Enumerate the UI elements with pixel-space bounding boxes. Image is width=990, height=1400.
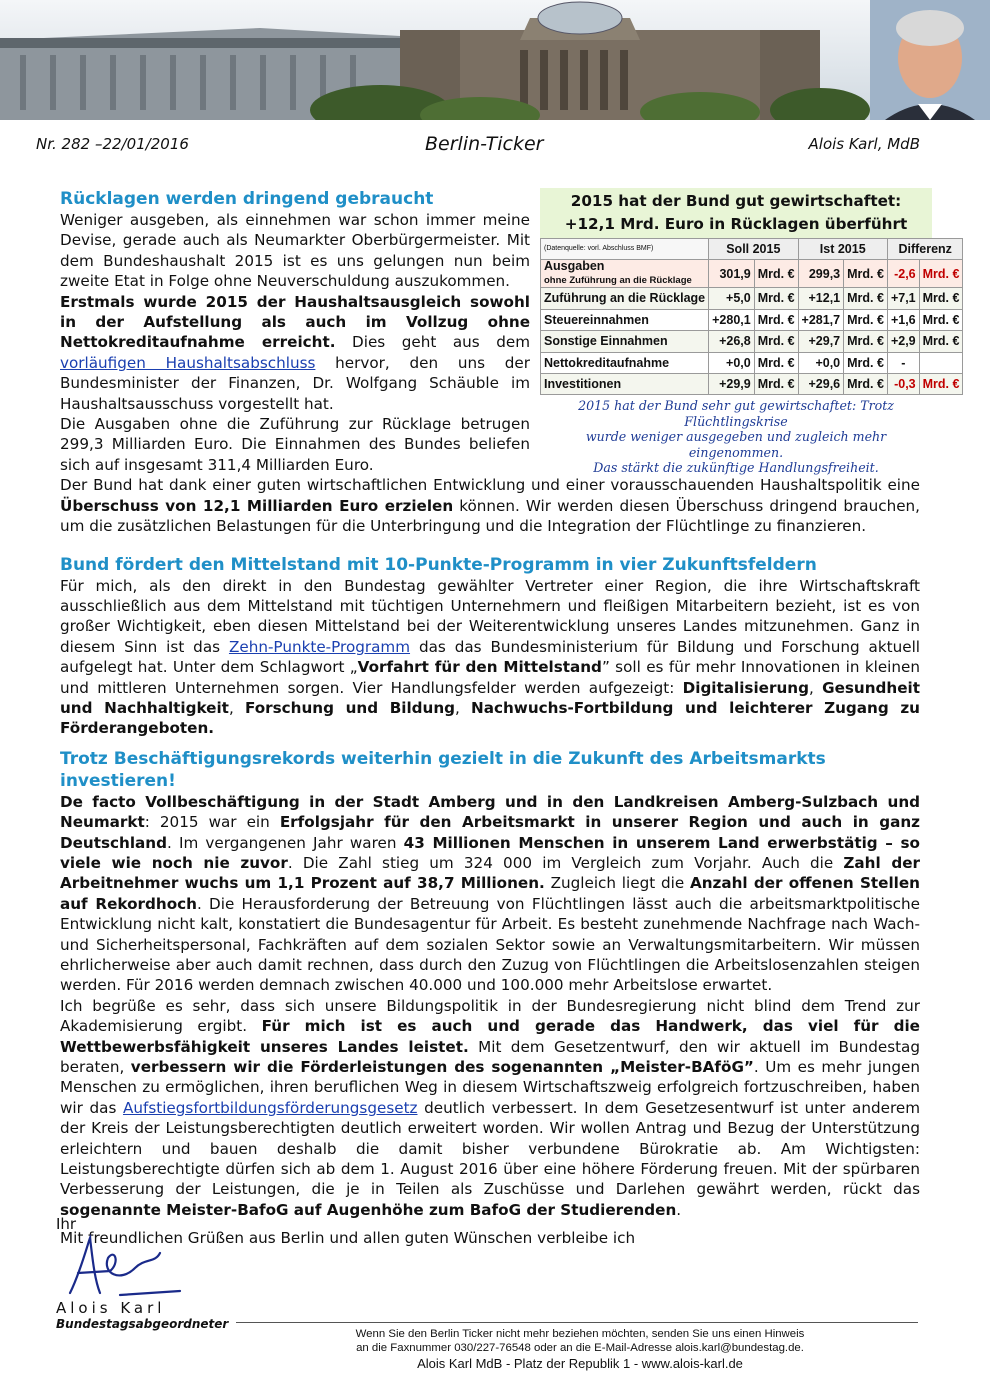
title-part-1: Berlin (425, 133, 481, 155)
newsletter-title: Berlin-Ticker (425, 133, 544, 155)
bold-fragment: De facto Vollbeschäftigung in der Stadt Amberg und in den Landkreisen Amberg-Sulzbach und Neumarkt (60, 792, 920, 832)
caption-line-1: 2015 hat der Bund sehr gut gewirtschaftet: Trotz Flüchtlingskrise (578, 398, 894, 429)
reserves-paragraph-3: Die Ausgaben ohne die Zuführung zur Rücklage betrugen 299,3 Milliarden Euro. Die Einnahmen des Bundes beliefen sich auf insgesamt 311,4 Milliarden Euro. (60, 415, 530, 474)
row-label-text: Steuereinnahmen (544, 312, 649, 327)
diff-value: +1,6 (887, 309, 919, 330)
ten-point-program-link[interactable]: Zehn-Punkte-Programm (228, 637, 411, 656)
bold-fragment: Nachwuchs-Fortbildung und leichterer Zugang zu Förderangeboten. (60, 698, 920, 738)
diff-value: -2,6 (887, 260, 919, 288)
text-fragment: ” soll es für mehr Innovationen in kleinen und mittleren Unternehmen sorgen. Vier Handlungsfelder werden aufgezeigt: (60, 658, 920, 697)
text-fragment: können. Wir werden diesen Überschuss dringend brauchen, um die zusätzlichen Belastungen für die Unterbringung und die Integration der Flüchtlinge zu finanzieren. (60, 496, 920, 536)
ist-value: +29,7 (798, 331, 844, 352)
text-fragment: : 2015 war ein (144, 813, 280, 832)
footer-line-3: Alois Karl MdB - Platz der Republik 1 - www.alois-karl.de (417, 1356, 743, 1371)
ist-unit: Mrd. € (844, 309, 888, 330)
bold-fragment: Zahl der Arbeitnehmer wuchs um 1,1 Prozent auf 38,7 Millionen. (60, 853, 920, 893)
bold-fragment: sogenannte Meister-BafoG auf Augenhöhe zum BafoG der Studierenden (60, 1200, 677, 1219)
text-fragment: . Die Zahl stieg um 324 000 im Vergleich zum Vorjahr. Auch die (287, 853, 844, 872)
soll-unit: Mrd. € (754, 374, 798, 395)
caption-line-2: wurde weniger ausgegeben und zugleich mehr eingenommen. (585, 429, 887, 460)
ist-value: +0,0 (798, 352, 844, 373)
budget-table-row (541, 260, 963, 288)
diff-value: - (887, 352, 919, 373)
bold-fragment: Für mich ist es auch und gerade das Handwerk, das viel für die Wettbewerbsfähigkeit unseres Landes leistet. (60, 1017, 920, 1056)
text-fragment: deutlich verbessert. In dem Gesetzesentwurf ist unter anderem der Kreis der Leistungsberechtigten deutlich erweitert worden. Wir wollen Antrag und Bezug der Unterstützung erleichtern und bauen deshalb die damit bisher verbundene Bürokratie ab. Am Wichtigsten: Leistungsberechtigte dürfen sich ab dem 1. August 2016 über eine höhere Förderung freuen. Mit der spürbaren Verbesserung der Leistungen, die je in Teilen als Zuschüsse und Darlehen gewährt werden, rückt das (60, 1098, 921, 1199)
text-fragment: hervor, den uns der Bundesminister der Finanzen, Dr. Wolfgang Schäuble im Haushaltsausschuss vorgestellt hat. (60, 353, 530, 413)
bold-fragment: Vorfahrt für den Mittelstand (357, 658, 602, 677)
ist-value: +12,1 (798, 288, 844, 309)
text-fragment: . (676, 1200, 682, 1219)
diff-value: +2,9 (887, 331, 919, 352)
closing-greeting: Mit freundlichen Grüßen aus Berlin und allen guten Wünschen verbleibe ich (60, 1229, 636, 1248)
ist-unit: Mrd. € (844, 352, 888, 373)
diff-unit (919, 352, 963, 373)
text-fragment: Dies geht aus dem (335, 333, 531, 352)
row-label-text: Nettokreditaufnahme (544, 355, 670, 370)
text-fragment: Der Bund hat dank einer guten wirtschaftlichen Entwicklung und einer vorausschauenden Haushaltspolitik eine (60, 476, 920, 495)
header-banner (0, 0, 990, 120)
row-label-text: Ausgaben (544, 259, 605, 274)
row-label (541, 288, 709, 309)
bold-fragment: Anzahl der offenen Stellen auf Rekordhoch (60, 874, 920, 913)
diff-value: +7,1 (887, 288, 919, 309)
diff-unit: Mrd. € (919, 374, 963, 395)
soll-unit: Mrd. € (754, 352, 798, 373)
text-fragment: . Im vergangenen Jahr waren (166, 833, 404, 852)
budget-closing-link[interactable]: vorläufigen Haushaltsabschluss (60, 353, 316, 372)
reserves-paragraph-2 (60, 292, 530, 414)
ist-value: 299,3 (798, 260, 844, 288)
col-header-diff: Differenz (887, 239, 963, 260)
soll-value: +29,9 (709, 374, 755, 395)
issue-number: Nr. 282 –22/01/2016 (36, 135, 189, 153)
soll-value: +26,8 (709, 331, 755, 352)
table-source-note: (Datenquelle: vorl. Abschluss BMF) (541, 239, 709, 260)
budget-table-body (541, 260, 963, 395)
ist-unit: Mrd. € (844, 374, 888, 395)
soll-unit: Mrd. € (754, 260, 798, 288)
text-fragment: , (808, 678, 823, 697)
row-label (541, 331, 709, 352)
budget-table-row (541, 309, 963, 330)
closing-ihr: Ihr (56, 1215, 77, 1233)
section-heading-mittelstand: Bund fördert den Mittelstand mit 10-Punkte-Programm in vier Zukunftsfeldern (60, 554, 817, 575)
table-title-line-2: +12,1 Mrd. Euro in Rücklagen überführt (564, 215, 908, 233)
footer (0, 1322, 920, 1372)
afbg-law-link[interactable]: Aufstiegsfortbildungsförderungsgesetz (122, 1098, 418, 1117)
section-heading-reserves: Rücklagen werden dringend gebraucht (60, 189, 434, 209)
reserves-bold-statement: Erstmals wurde 2015 der Haushaltsausgleich sowohl in der Aufstellung als auch im Vollzug ohne Nettokreditaufnahme erreicht. (60, 292, 530, 352)
section-reserves-left-column (60, 188, 530, 475)
soll-value: +280,1 (709, 309, 755, 330)
footer-line-2: an die Faxnummer 030/227-76548 oder an die E-Mail-Adresse alois.karl@bundestag.de. (356, 1342, 804, 1354)
budget-table (540, 238, 963, 395)
text-fragment: Mit dem Gesetzentwurf, den wir aktuell im Bundestag beraten, (60, 1037, 921, 1077)
budget-table-row (541, 352, 963, 373)
budget-table-box (540, 188, 960, 476)
section-reserves (60, 188, 960, 476)
author-name: Alois Karl, MdB (808, 135, 920, 153)
soll-unit: Mrd. € (754, 331, 798, 352)
diff-value: -0,3 (887, 374, 919, 395)
soll-unit: Mrd. € (754, 309, 798, 330)
reichstag-banner-image (0, 0, 990, 120)
arbeitsmarkt-paragraph-1 (60, 792, 920, 996)
budget-table-row (541, 288, 963, 309)
diff-unit: Mrd. € (919, 260, 963, 288)
caption-line-3: Das stärkt die zukünftige Handlungsfreiheit. (593, 460, 879, 476)
ist-value: +281,7 (798, 309, 844, 330)
col-header-ist: Ist 2015 (798, 239, 887, 260)
text-fragment: das das Bundesministerium für Bildung und Forschung aktuell aufgelegt hat. Unter dem Schlagwort „ (60, 637, 921, 677)
row-label (541, 260, 709, 288)
ist-value: +29,6 (798, 374, 844, 395)
budget-table-row (541, 331, 963, 352)
title-part-2: Ticker (485, 133, 544, 155)
section-heading-arbeitsmarkt: Trotz Beschäftigungsrekords weiterhin gezielt in die Zukunft des Arbeitsmarkts investieren! (60, 748, 826, 791)
signature-block (56, 1215, 356, 1331)
row-label (541, 374, 709, 395)
soll-value: 301,9 (709, 260, 755, 288)
text-fragment: . Um es mehr jungen Menschen zu ermöglichen, ihren beruflichen Weg in diesem Wirtschaftszweig erfolgreich fortzuschreiben, haben wir das (60, 1058, 920, 1117)
bold-fragment: Forschung und Bildung (244, 698, 456, 717)
bold-fragment: Erfolgsjahr für den Arbeitsmarkt in unserer Region und auch in ganz Deutschland (60, 813, 920, 852)
row-label-subtext: ohne Zuführung an die Rücklage (544, 275, 692, 287)
ist-unit: Mrd. € (844, 331, 888, 352)
article-body (60, 188, 960, 1249)
handwritten-signature (60, 1233, 200, 1303)
ist-unit: Mrd. € (844, 288, 888, 309)
row-label (541, 352, 709, 373)
table-caption (540, 398, 932, 476)
col-header-soll: Soll 2015 (709, 239, 798, 260)
bold-fragment: Gesundheit und Nachhaltigkeit (60, 678, 920, 717)
text-fragment: , (228, 698, 245, 717)
budget-table-row (541, 374, 963, 395)
table-title-line-1: 2015 hat der Bund gut gewirtschaftet: (570, 192, 902, 210)
soll-unit: Mrd. € (754, 288, 798, 309)
reserves-paragraph-4 (60, 475, 920, 536)
table-header-row (541, 239, 963, 260)
diff-unit: Mrd. € (919, 309, 963, 330)
diff-unit: Mrd. € (919, 331, 963, 352)
diff-unit: Mrd. € (919, 288, 963, 309)
bold-fragment: verbessern wir die Förderleistungen des sogenannten „Meister-BAföG” (130, 1058, 754, 1077)
row-label-text: Sonstige Einnahmen (544, 334, 668, 349)
arbeitsmarkt-paragraph-2 (60, 996, 920, 1220)
text-fragment: Ich begrüße es sehr, dass sich unsere Bildungspolitik in der Bundesregierung nicht blind dem Trend zur Akademisierung ergibt. (60, 996, 920, 1036)
row-label-text: Zuführung an die Rücklage (544, 291, 706, 306)
mittelstand-paragraph (60, 576, 920, 739)
bold-fragment: 43 Millionen Menschen in unserem Land erwerbstätig – so viele wie noch nie zuvor (60, 833, 920, 872)
text-fragment: . Die Herausforderung der Betreuung von Flüchtlingen lässt auch die arbeitsmarktpolitische Entwicklung nicht kalt, konstatiert die Bundesagentur für Arbeit. Es besteht zunehmende Nachfrage nach Wach- und Sicherheitspersonal, Fachkräften auf dem sozialen Sektor sowie an Verwaltungsmitarbeitern. Wir müssen ehrlicherweise aber auch damit rechnen, dass durch den Zuzug von Flüchtlingen die Arbeitslosenzahlen steigen werden. Für 2016 werden demnach zwischen 40.000 und 100.000 mehr Arbeitslose erwartet. (60, 894, 920, 995)
text-fragment: Für mich, als den direkt in den Bundestag gewählter Vertreter einer Region, die ihre Wirtschaftskraft ausschließlich aus dem Mittelstand mit tüchtigen Unternehmern und fleißigen Mitarbeitern bezieht, ist es von großer Wichtigkeit, eben diesen Mittelstand bei der Weiterentwicklung unseres Landes mitzunehmen. Ganz in diesem Sinn ist das (60, 576, 920, 656)
newsletter-meta-row (0, 133, 990, 157)
soll-value: +0,0 (709, 352, 755, 373)
surplus-bold: Überschuss von 12,1 Milliarden Euro erzielen (60, 496, 454, 515)
budget-table-title (540, 188, 932, 238)
text-fragment: Zugleich liegt die (544, 874, 690, 893)
signatory-role: Bundestagsabgeordneter (56, 1317, 229, 1331)
ist-unit: Mrd. € (844, 260, 888, 288)
row-label (541, 309, 709, 330)
soll-value: +5,0 (709, 288, 755, 309)
footer-line-1: Wenn Sie den Berlin Ticker nicht mehr beziehen möchten, senden Sie uns einen Hinweis (355, 1328, 805, 1340)
text-fragment: , (455, 698, 472, 717)
signatory-name: Alois Karl (56, 1299, 166, 1317)
reserves-paragraph-1: Weniger ausgeben, als einnehmen war schon immer meine Devise, gerade auch als Neumarkter Oberbürgermeister. Mit dem Bundeshaushalt 2015 ist es uns gelungen nun beim zweite Etat in Folge ohne Neuverschuldung auszukommen. (60, 211, 530, 291)
bold-fragment: Digitalisierung (682, 678, 809, 697)
row-label-text: Investitionen (544, 377, 622, 392)
